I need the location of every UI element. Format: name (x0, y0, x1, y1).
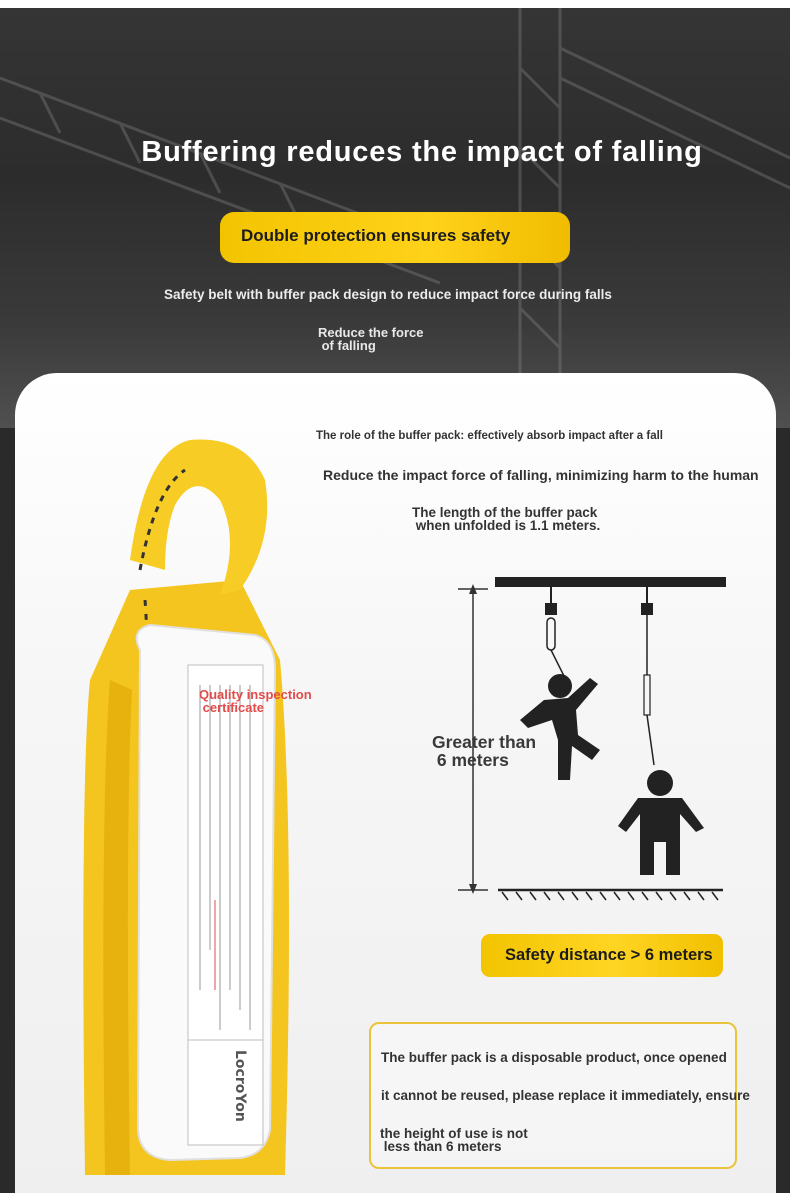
anchor-beam (495, 577, 726, 587)
height-label (432, 733, 536, 769)
reduce-force-line-2: of falling (318, 338, 376, 353)
protection-badge-label: Double protection ensures safety (241, 226, 511, 245)
reduce-force-caption (318, 326, 423, 352)
hero-title: Buffering reduces the impact of falling (141, 136, 703, 168)
notice-line-3 (380, 1127, 528, 1153)
notice-line-2: it cannot be reused, please replace it immediately, ensure (381, 1088, 750, 1103)
buffer-pack-role: The role of the buffer pack: effectively absorb impact after a fall (316, 430, 664, 442)
buffer-length-text (412, 506, 600, 532)
buffer-length-line-1: The length of the buffer pack (412, 505, 598, 520)
top-strip (0, 0, 790, 8)
notice-line-3b: less than 6 meters (380, 1139, 502, 1154)
suspended-person (618, 587, 704, 875)
height-label-line-2: 6 meters (432, 750, 509, 770)
protection-badge (220, 212, 570, 263)
hero-banner (0, 8, 790, 428)
certificate-line-1: Quality inspection (199, 687, 312, 702)
notice-line-1: The buffer pack is a disposable product, once opened (381, 1050, 727, 1065)
brand-label: LocroYon (232, 1050, 248, 1122)
certificate-line-2: certificate (199, 700, 265, 715)
reduce-harm-text: Reduce the impact force of falling, minimizing harm to the human (323, 467, 759, 483)
notice-line-3a: the height of use is not (380, 1126, 528, 1141)
buffer-pack-image (70, 430, 300, 1175)
reduce-force-line-1: Reduce the force (318, 325, 424, 340)
safety-distance-label: Safety distance > 6 meters (505, 946, 713, 964)
hero-subtitle: Safety belt with buffer pack design to reduce impact force during falls (164, 287, 612, 302)
height-label-line-1: Greater than (432, 732, 537, 752)
buffer-length-line-2: when unfolded is 1.1 meters. (412, 518, 601, 533)
safety-distance-badge (481, 934, 723, 977)
certificate-caption (199, 688, 312, 714)
